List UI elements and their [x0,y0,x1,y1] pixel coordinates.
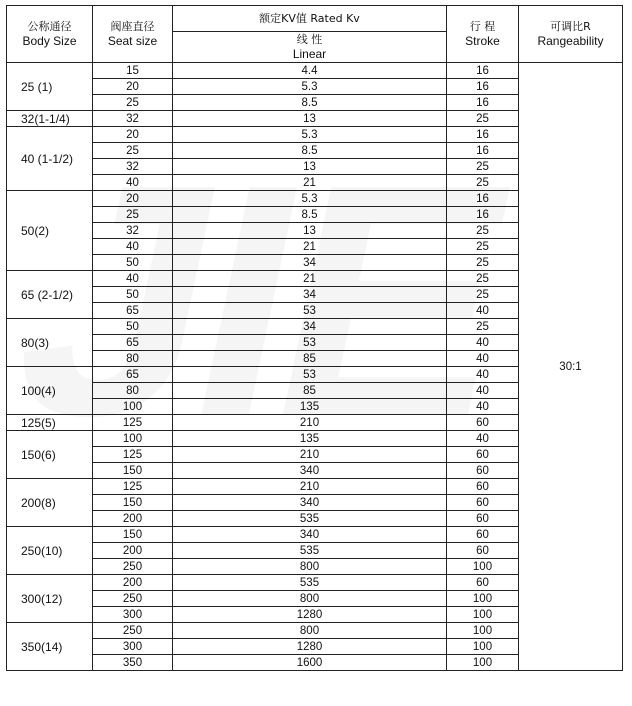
table-body [7,63,623,671]
seat-size-cell: 200 [93,575,173,591]
stroke-cell: 60 [447,543,519,559]
seat-size-cell: 300 [93,607,173,623]
stroke-cell: 100 [447,623,519,639]
stroke-cell: 40 [447,383,519,399]
linear-kv-cell: 1600 [173,655,447,671]
stroke-cell: 16 [447,191,519,207]
stroke-cell: 25 [447,175,519,191]
stroke-cell: 25 [447,255,519,271]
seat-size-cell: 32 [93,111,173,127]
seat-size-cell: 20 [93,127,173,143]
linear-kv-cell: 21 [173,239,447,255]
seat-size-cell: 15 [93,63,173,79]
linear-kv-cell: 800 [173,623,447,639]
linear-kv-cell: 1280 [173,639,447,655]
seat-size-cell: 50 [93,287,173,303]
body-size-cell: 80(3) [7,319,93,367]
stroke-cell: 60 [447,415,519,431]
linear-kv-cell: 535 [173,575,447,591]
stroke-cell: 40 [447,367,519,383]
stroke-cell: 100 [447,639,519,655]
stroke-cell: 16 [447,63,519,79]
body-size-cell: 125(5) [7,415,93,431]
linear-kv-cell: 210 [173,479,447,495]
seat-size-cell: 125 [93,479,173,495]
body-size-cell: 350(14) [7,623,93,671]
header-body-size: 公称通径 Body Size [7,6,93,63]
stroke-cell: 25 [447,223,519,239]
stroke-cell: 16 [447,79,519,95]
seat-size-cell: 125 [93,415,173,431]
stroke-cell: 60 [447,575,519,591]
linear-kv-cell: 53 [173,367,447,383]
body-size-cell: 25 (1) [7,63,93,111]
linear-kv-cell: 5.3 [173,79,447,95]
seat-size-cell: 250 [93,623,173,639]
seat-size-cell: 350 [93,655,173,671]
kv-spec-table [6,5,623,671]
stroke-cell: 100 [447,607,519,623]
linear-kv-cell: 135 [173,431,447,447]
stroke-cell: 100 [447,559,519,575]
stroke-cell: 40 [447,335,519,351]
seat-size-cell: 40 [93,271,173,287]
linear-kv-cell: 340 [173,495,447,511]
seat-size-cell: 25 [93,143,173,159]
linear-kv-cell: 85 [173,351,447,367]
header-linear: 线 性 Linear [173,32,447,63]
table-row [7,63,623,79]
seat-size-cell: 25 [93,207,173,223]
stroke-cell: 16 [447,207,519,223]
linear-kv-cell: 800 [173,591,447,607]
linear-kv-cell: 13 [173,223,447,239]
linear-kv-cell: 340 [173,463,447,479]
stroke-cell: 16 [447,143,519,159]
linear-kv-cell: 5.3 [173,191,447,207]
body-size-cell: 250(10) [7,527,93,575]
seat-size-cell: 100 [93,431,173,447]
seat-size-cell: 80 [93,351,173,367]
body-size-cell: 300(12) [7,575,93,623]
stroke-cell: 25 [447,111,519,127]
stroke-cell: 25 [447,287,519,303]
seat-size-cell: 250 [93,559,173,575]
stroke-cell: 60 [447,447,519,463]
seat-size-cell: 32 [93,223,173,239]
linear-kv-cell: 8.5 [173,95,447,111]
linear-kv-cell: 53 [173,303,447,319]
seat-size-cell: 20 [93,79,173,95]
body-size-cell: 50(2) [7,191,93,271]
stroke-cell: 25 [447,239,519,255]
seat-size-cell: 250 [93,591,173,607]
linear-kv-cell: 34 [173,255,447,271]
stroke-cell: 60 [447,463,519,479]
linear-kv-cell: 800 [173,559,447,575]
header-rated-kv: 额定KV值 Rated Kv [173,6,447,32]
rangeability-cell: 30:1 [519,63,623,671]
stroke-cell: 40 [447,303,519,319]
stroke-cell: 25 [447,271,519,287]
seat-size-cell: 200 [93,511,173,527]
stroke-cell: 16 [447,127,519,143]
seat-size-cell: 25 [93,95,173,111]
stroke-cell: 60 [447,511,519,527]
linear-kv-cell: 4.4 [173,63,447,79]
seat-size-cell: 65 [93,367,173,383]
seat-size-cell: 65 [93,335,173,351]
stroke-cell: 25 [447,319,519,335]
stroke-cell: 40 [447,431,519,447]
header-seat-size: 阀座直径 Seat size [93,6,173,63]
linear-kv-cell: 1280 [173,607,447,623]
seat-size-cell: 200 [93,543,173,559]
linear-kv-cell: 210 [173,415,447,431]
seat-size-cell: 150 [93,527,173,543]
linear-kv-cell: 21 [173,271,447,287]
linear-kv-cell: 8.5 [173,207,447,223]
linear-kv-cell: 5.3 [173,127,447,143]
linear-kv-cell: 34 [173,319,447,335]
body-size-cell: 40 (1-1/2) [7,127,93,191]
stroke-cell: 60 [447,527,519,543]
seat-size-cell: 32 [93,159,173,175]
stroke-cell: 60 [447,479,519,495]
linear-kv-cell: 53 [173,335,447,351]
stroke-cell: 40 [447,399,519,415]
body-size-cell: 65 (2-1/2) [7,271,93,319]
linear-kv-cell: 535 [173,511,447,527]
stroke-cell: 16 [447,95,519,111]
linear-kv-cell: 8.5 [173,143,447,159]
body-size-cell: 100(4) [7,367,93,415]
seat-size-cell: 65 [93,303,173,319]
linear-kv-cell: 34 [173,287,447,303]
seat-size-cell: 50 [93,255,173,271]
body-size-cell: 32(1-1/4) [7,111,93,127]
seat-size-cell: 125 [93,447,173,463]
linear-kv-cell: 340 [173,527,447,543]
linear-kv-cell: 21 [173,175,447,191]
linear-kv-cell: 13 [173,159,447,175]
seat-size-cell: 40 [93,239,173,255]
seat-size-cell: 50 [93,319,173,335]
header-rangeability: 可调比R Rangeability [519,6,623,63]
body-size-cell: 150(6) [7,431,93,479]
linear-kv-cell: 85 [173,383,447,399]
stroke-cell: 40 [447,351,519,367]
header-stroke: 行 程 Stroke [447,6,519,63]
stroke-cell: 25 [447,159,519,175]
stroke-cell: 100 [447,655,519,671]
seat-size-cell: 300 [93,639,173,655]
linear-kv-cell: 535 [173,543,447,559]
linear-kv-cell: 135 [173,399,447,415]
stroke-cell: 100 [447,591,519,607]
linear-kv-cell: 210 [173,447,447,463]
seat-size-cell: 150 [93,495,173,511]
seat-size-cell: 80 [93,383,173,399]
linear-kv-cell: 13 [173,111,447,127]
body-size-cell: 200(8) [7,479,93,527]
seat-size-cell: 150 [93,463,173,479]
seat-size-cell: 40 [93,175,173,191]
stroke-cell: 60 [447,495,519,511]
seat-size-cell: 100 [93,399,173,415]
seat-size-cell: 20 [93,191,173,207]
